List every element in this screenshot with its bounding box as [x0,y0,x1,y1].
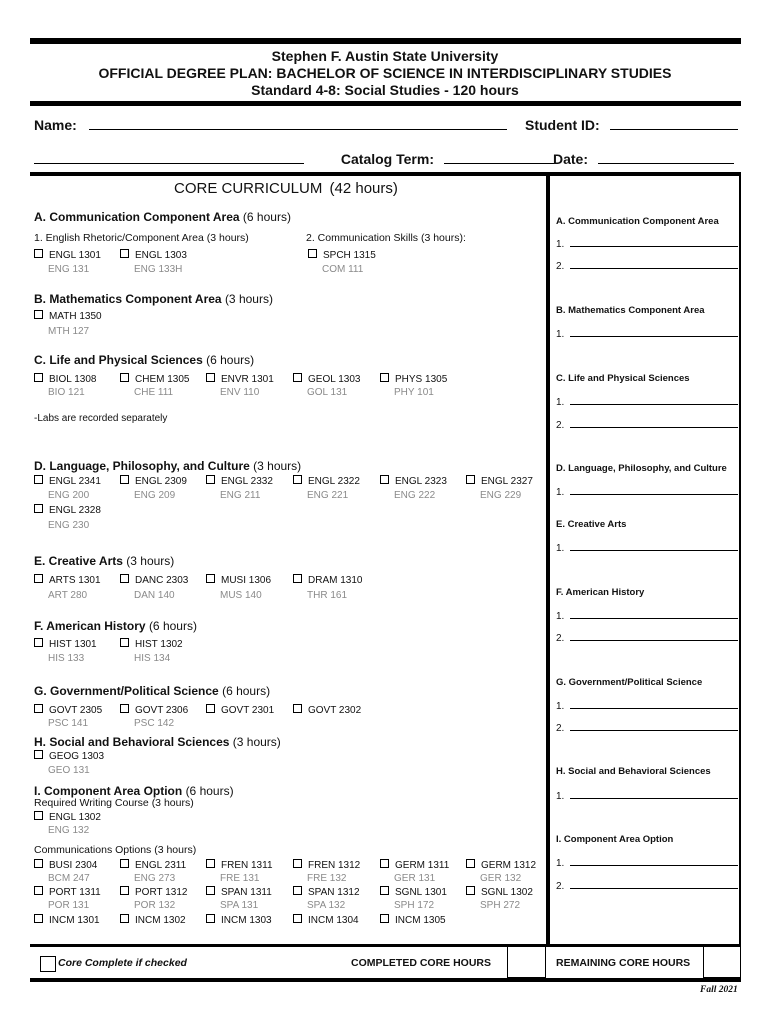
checkbox[interactable] [120,886,129,895]
course-govt-2305[interactable]: GOVT 2305 [34,704,102,716]
name-label: Name: [34,117,77,133]
checkbox[interactable] [34,638,43,647]
core-title: CORE CURRICULUM [174,180,323,197]
equiv-art-280: ART 280 [48,590,88,601]
checkbox[interactable] [120,914,129,923]
right-line-g1[interactable]: 1. [556,699,738,712]
course-germ-1312[interactable]: GERM 1312 [466,859,536,871]
degree-plan-subtitle: Standard 4-8: Social Studies - 120 hours [251,82,519,98]
section-e-title: E. Creative Arts (3 hours) [34,554,175,568]
course-engl-2328[interactable]: ENGL 2328 [34,504,101,516]
equiv-eng-273: ENG 273 [134,873,176,884]
section-a-sub1: 1. English Rhetoric/Component Area (3 hours) [34,232,249,244]
equiv-eng-209: ENG 209 [134,490,176,501]
course-fren-1311[interactable]: FREN 1311 [206,859,273,871]
checkbox[interactable] [293,704,302,713]
checkbox[interactable] [34,504,43,513]
checkbox[interactable] [293,475,302,484]
course-span-1311[interactable]: SPAN 1311 [206,886,272,898]
checkbox[interactable] [34,750,43,759]
course-danc-2303[interactable]: DANC 2303 [120,574,188,586]
equiv-por-132: POR 132 [134,900,176,911]
course-incm-1301[interactable]: INCM 1301 [34,914,100,926]
core-hours: (42 hours) [329,180,398,197]
checkbox[interactable] [34,574,43,583]
course-spch-1315[interactable]: SPCH 1315 [308,249,376,261]
course-govt-2301[interactable]: GOVT 2301 [206,704,274,716]
student-id-field[interactable] [525,117,738,133]
equiv-por-131: POR 131 [48,900,90,911]
checkbox[interactable] [206,704,215,713]
catalog-term-label: Catalog Term: [340,151,434,167]
equiv-mus-140: MUS 140 [220,590,262,601]
checkbox[interactable] [120,475,129,484]
checkbox[interactable] [34,249,43,258]
section-i-title: I. Component Area Option (6 hours) [34,784,234,798]
equiv-his-133: HIS 133 [48,653,85,664]
equiv-eng-200: ENG 200 [48,490,90,501]
checkbox[interactable] [466,475,475,484]
right-line-a2[interactable]: 2. [556,259,738,272]
section-a-sub2: 2. Communication Skills (3 hours): [306,232,466,244]
right-line-g2[interactable]: 2. [556,721,738,734]
right-heading-a: A. Communication Component Area [556,216,719,227]
equiv-ger-132: GER 132 [480,873,522,884]
course-govt-2306[interactable]: GOVT 2306 [120,704,188,716]
course-germ-1311[interactable]: GERM 1311 [380,859,449,871]
equiv-fre-132: FRE 132 [307,873,347,884]
core-top-rule [30,172,741,176]
equiv-eng-230: ENG 230 [48,520,90,531]
edition-term: Fall 2021 [700,985,738,995]
completed-core-hours-label: COMPLETED CORE HOURS [351,957,492,969]
course-port-1312[interactable]: PORT 1312 [120,886,187,898]
right-line-d1[interactable]: 1. [556,485,738,498]
course-geol-1303[interactable]: GEOL 1303 [293,373,360,385]
course-incm-1303[interactable]: INCM 1303 [206,914,272,926]
equiv-mth-127: MTH 127 [48,326,90,337]
course-hist-1301[interactable]: HIST 1301 [34,638,97,650]
checkbox[interactable] [206,886,215,895]
right-line-c1[interactable]: 1. [556,395,738,408]
section-c-title: C. Life and Physical Sciences (6 hours) [34,353,255,367]
checkbox[interactable] [34,859,43,868]
core-complete-label: Core Complete if checked [58,957,187,969]
degree-plan-title: OFFICIAL DEGREE PLAN: BACHELOR OF SCIENCE IN INTERDISCIPLINARY STUDIES [98,65,672,81]
checkbox[interactable] [34,886,43,895]
checkbox[interactable] [120,638,129,647]
column-divider [546,176,550,946]
checkbox[interactable] [308,249,317,258]
course-govt-2302[interactable]: GOVT 2302 [293,704,361,716]
equiv-thr-161: THR 161 [307,590,348,601]
checkbox[interactable] [380,914,389,923]
checkbox[interactable] [466,886,475,895]
course-biol-1308[interactable]: BIOL 1308 [34,373,96,385]
equiv-fre-131: FRE 131 [220,873,260,884]
equiv-eng-211: ENG 211 [220,490,261,501]
checkbox[interactable] [293,574,302,583]
equiv-bio-121: BIO 121 [48,387,85,398]
checkbox[interactable] [120,704,129,713]
checkbox[interactable] [293,914,302,923]
checkbox[interactable] [34,475,43,484]
course-engl-1301[interactable]: ENGL 1301 [34,249,101,261]
right-line-a1[interactable]: 1. [556,237,738,250]
equiv-che-111: CHE 111 [134,387,174,398]
date-label: Date: [553,151,589,167]
checkbox[interactable] [206,859,215,868]
course-busi-2304[interactable]: BUSI 2304 [34,859,97,871]
course-engl-1303[interactable]: ENGL 1303 [120,249,187,261]
right-heading-h: H. Social and Behavioral Sciences [556,766,711,777]
checkbox[interactable] [120,574,129,583]
name-field[interactable] [34,117,507,133]
checkbox[interactable] [120,249,129,258]
equiv-gol-131: GOL 131 [307,387,348,398]
checkbox[interactable] [34,704,43,713]
checkbox[interactable] [34,811,43,820]
right-line-b1[interactable]: 1. [556,327,738,340]
equiv-com-111: COM 111 [322,264,364,275]
equiv-dan-140: DAN 140 [134,590,175,601]
course-fren-1312[interactable]: FREN 1312 [293,859,360,871]
checkbox[interactable] [293,373,302,382]
checkbox[interactable] [34,914,43,923]
course-chem-1305[interactable]: CHEM 1305 [120,373,189,385]
course-engl-2332[interactable]: ENGL 2332 [206,475,273,487]
top-rule [30,38,741,44]
right-heading-b: B. Mathematics Component Area [556,305,705,316]
section-d-title: D. Language, Philosophy, and Culture (3 hours) [34,459,302,473]
core-bottom-rule [30,944,741,947]
checkbox[interactable] [206,914,215,923]
remaining-core-hours-box[interactable] [703,947,741,978]
checkbox[interactable] [380,859,389,868]
course-envr-1301[interactable]: ENVR 1301 [206,373,274,385]
course-arts-1301[interactable]: ARTS 1301 [34,574,101,586]
course-phys-1305[interactable]: PHYS 1305 [380,373,447,385]
course-engl-1302[interactable]: ENGL 1302 [34,811,101,823]
equiv-eng-132: ENG 132 [48,825,90,836]
course-sgnl-1301[interactable]: SGNL 1301 [380,886,447,898]
right-heading-e: E. Creative Arts [556,519,627,530]
required-writing-label: Required Writing Course (3 hours) [34,797,194,809]
checkbox[interactable] [120,859,129,868]
equiv-psc-141: PSC 141 [48,718,89,729]
section-g-title: G. Government/Political Science (6 hours) [34,684,271,698]
equiv-spa-131: SPA 131 [220,900,259,911]
right-heading-d: D. Language, Philosophy, and Culture [556,463,727,474]
core-complete-checkbox[interactable] [40,956,56,972]
course-engl-2322[interactable]: ENGL 2322 [293,475,360,487]
course-incm-1302[interactable]: INCM 1302 [120,914,186,926]
checkbox[interactable] [380,475,389,484]
right-heading-i: I. Component Area Option [556,834,674,845]
equiv-ger-131: GER 131 [394,873,436,884]
equiv-phy-101: PHY 101 [394,387,434,398]
labs-note: -Labs are recorded separately [34,413,168,424]
right-line-i1[interactable]: 1. [556,856,738,869]
section-f-title: F. American History (6 hours) [34,619,197,633]
course-hist-1302[interactable]: HIST 1302 [120,638,183,650]
section-b-title: B. Mathematics Component Area (3 hours) [34,292,273,306]
date-field[interactable] [553,151,734,167]
checkbox[interactable] [206,475,215,484]
remaining-core-hours-label: REMAINING CORE HOURS [556,957,691,969]
right-line-c2[interactable]: 2. [556,418,738,431]
course-engl-2323[interactable]: ENGL 2323 [380,475,447,487]
equiv-env-110: ENV 110 [220,387,260,398]
course-engl-2311[interactable]: ENGL 2311 [120,859,186,871]
communications-options-label: Communications Options (3 hours) [34,844,197,856]
catalog-field[interactable] [34,151,554,167]
footer-rule [30,978,741,982]
equiv-eng-221: ENG 221 [307,490,349,501]
right-line-i2[interactable]: 2. [556,879,738,892]
checkbox[interactable] [293,859,302,868]
course-engl-2341[interactable]: ENGL 2341 [34,475,101,487]
checkbox[interactable] [34,310,43,319]
checkbox[interactable] [120,373,129,382]
right-heading-g: G. Government/Political Science [556,677,703,688]
completed-core-hours-box[interactable] [507,947,546,978]
checkbox[interactable] [34,373,43,382]
equiv-eng-229: ENG 229 [480,490,522,501]
right-heading-c: C. Life and Physical Sciences [556,373,690,384]
checkbox[interactable] [380,373,389,382]
university-name: Stephen F. Austin State University [271,48,499,64]
equiv-sph-272: SPH 272 [480,900,521,911]
course-port-1311[interactable]: PORT 1311 [34,886,101,898]
right-line-h1[interactable]: 1. [556,789,738,802]
student-id-label: Student ID: [525,117,600,133]
checkbox[interactable] [466,859,475,868]
course-dram-1310[interactable]: DRAM 1310 [293,574,362,586]
course-geog-1303[interactable]: GEOG 1303 [34,750,104,762]
checkbox[interactable] [206,373,215,382]
equiv-geo-131: GEO 131 [48,765,90,776]
checkbox[interactable] [380,886,389,895]
equiv-psc-142: PSC 142 [134,718,175,729]
equiv-eng-133h: ENG 133H [134,264,183,275]
course-musi-1306[interactable]: MUSI 1306 [206,574,271,586]
core-curriculum-heading [174,180,398,197]
course-span-1312[interactable]: SPAN 1312 [293,886,360,898]
header-rule [30,101,741,106]
equiv-bcm-247: BCM 247 [48,873,90,884]
right-heading-f: F. American History [556,587,645,598]
equiv-spa-132: SPA 132 [307,900,346,911]
course-sgnl-1302[interactable]: SGNL 1302 [466,886,533,898]
right-line-f2[interactable]: 2. [556,631,738,644]
course-incm-1305[interactable]: INCM 1305 [380,914,446,926]
checkbox[interactable] [206,574,215,583]
right-line-f1[interactable]: 1. [556,609,738,622]
section-h-title: H. Social and Behavioral Sciences (3 hours) [34,735,281,749]
course-engl-2309[interactable]: ENGL 2309 [120,475,187,487]
equiv-sph-172: SPH 172 [394,900,435,911]
equiv-eng-222: ENG 222 [394,490,436,501]
section-a-title: A. Communication Component Area (6 hours) [34,210,291,224]
course-incm-1304[interactable]: INCM 1304 [293,914,359,926]
equiv-his-134: HIS 134 [134,653,171,664]
right-border [739,176,741,946]
right-line-e1[interactable]: 1. [556,541,738,554]
checkbox[interactable] [293,886,302,895]
course-engl-2327[interactable]: ENGL 2327 [466,475,533,487]
equiv-eng-131: ENG 131 [48,264,90,275]
course-math-1350[interactable]: MATH 1350 [34,310,102,322]
